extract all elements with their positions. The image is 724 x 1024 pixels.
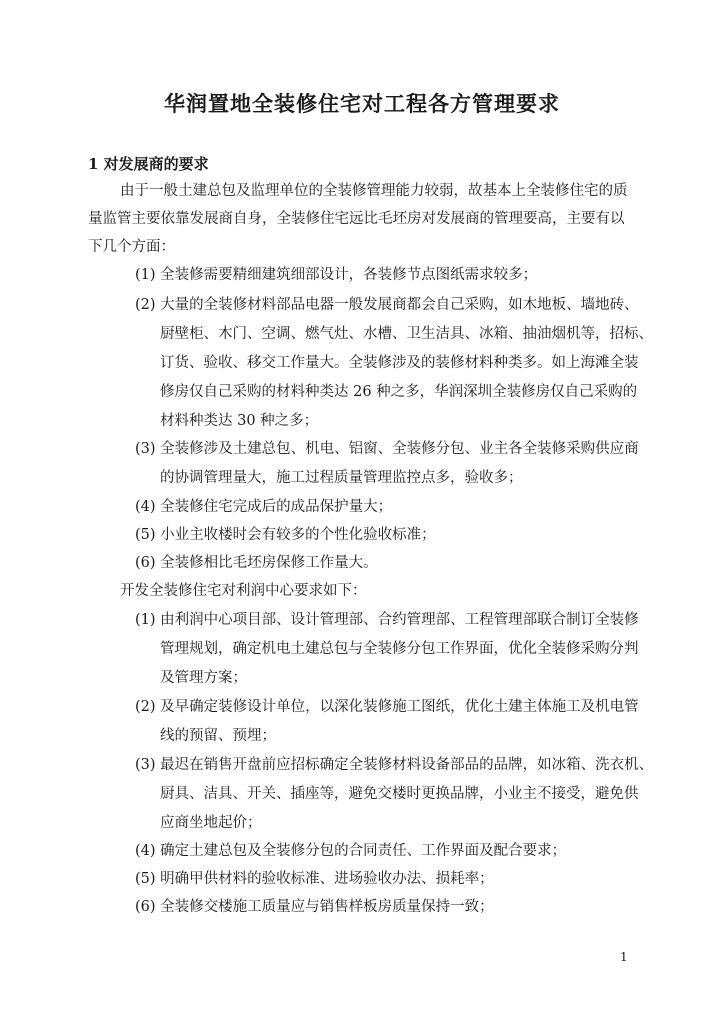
paragraph: 开发全装修住宅对利润中心要求如下： bbox=[120, 583, 367, 599]
list-item: (1) 由利润中心项目部、设计管理部、合约管理部、工程管理部联合制订全装修 bbox=[135, 612, 639, 628]
list-item: (4) 全装修住宅完成后的成品保护量大； bbox=[135, 499, 393, 515]
section-heading: 1 对发展商的要求 bbox=[88, 155, 209, 173]
list-item: (6) 全装修交楼施工质量应与销售样板房质量保持一致； bbox=[135, 899, 494, 915]
list-item: (1) 全装修需要精细建筑细部设计，各装修节点图纸需求较多； bbox=[135, 267, 538, 283]
list-item-continuation: 订货、验收、移交工作量大。全装修涉及的装修材料种类多。如上海滩全装 bbox=[160, 355, 639, 371]
list-item-continuation: 及管理方案； bbox=[160, 670, 247, 686]
list-item: (2) 及早确定装修设计单位，以深化装修施工图纸，优化土建主体施工及机电管 bbox=[135, 699, 639, 715]
list-item: (3) 最迟在销售开盘前应招标确定全装修材料设备部品的品牌，如冰箱、洗衣机、 bbox=[135, 757, 654, 773]
intro-line: 量监管主要依靠发展商自身，全装修住宅远比毛坯房对发展商的管理要高，主要有以 bbox=[88, 211, 625, 227]
list-item-continuation: 材料种类达 30 种之多； bbox=[160, 413, 319, 429]
list-item: (4) 确定土建总包及全装修分包的合同责任、工作界面及配合要求； bbox=[135, 843, 567, 859]
document-title: 华润置地全装修住宅对工程各方管理要求 bbox=[164, 92, 560, 116]
list-item-continuation: 的协调管理量大，施工过程质量管理监控点多，验收多； bbox=[160, 470, 523, 486]
list-item-continuation: 修房仅自己采购的材料种类达 26 种之多，华润深圳全装修房仅自己采购的 bbox=[160, 384, 638, 400]
list-item-continuation: 应商坐地起价； bbox=[160, 815, 262, 831]
list-item-continuation: 线的预留、预埋； bbox=[160, 728, 276, 744]
list-item-continuation: 管理规划，确定机电土建总包与全装修分包工作界面，优化全装修采购分判 bbox=[160, 641, 639, 657]
list-item: (5) 明确甲供材料的验收标准、进场验收办法、损耗率； bbox=[135, 871, 494, 887]
list-item: (2) 大量的全装修材料部品电器一般发展商都会自己采购，如木地板、墙地砖、 bbox=[135, 297, 639, 313]
list-item-continuation: 厨具、洁具、开关、插座等，避免交楼时更换品牌，小业主不接受，避免供 bbox=[160, 786, 639, 802]
list-item: (3) 全装修涉及土建总包、机电、铝窗、全装修分包、业主各全装修采购供应商 bbox=[135, 441, 639, 457]
intro-line: 下几个方面： bbox=[88, 239, 175, 255]
list-item-continuation: 厨壁柜、木门、空调、燃气灶、水槽、卫生洁具、冰箱、抽油烟机等，招标、 bbox=[160, 326, 653, 342]
list-item: (5) 小业主收楼时会有较多的个性化验收标准； bbox=[135, 527, 436, 543]
page-number: 1 bbox=[620, 950, 628, 964]
intro-line: 由于一般土建总包及监理单位的全装修管理能力较弱，故基本上全装修住宅的质 bbox=[120, 183, 628, 199]
list-item: (6) 全装修相比毛坯房保修工作量大。 bbox=[135, 555, 378, 571]
